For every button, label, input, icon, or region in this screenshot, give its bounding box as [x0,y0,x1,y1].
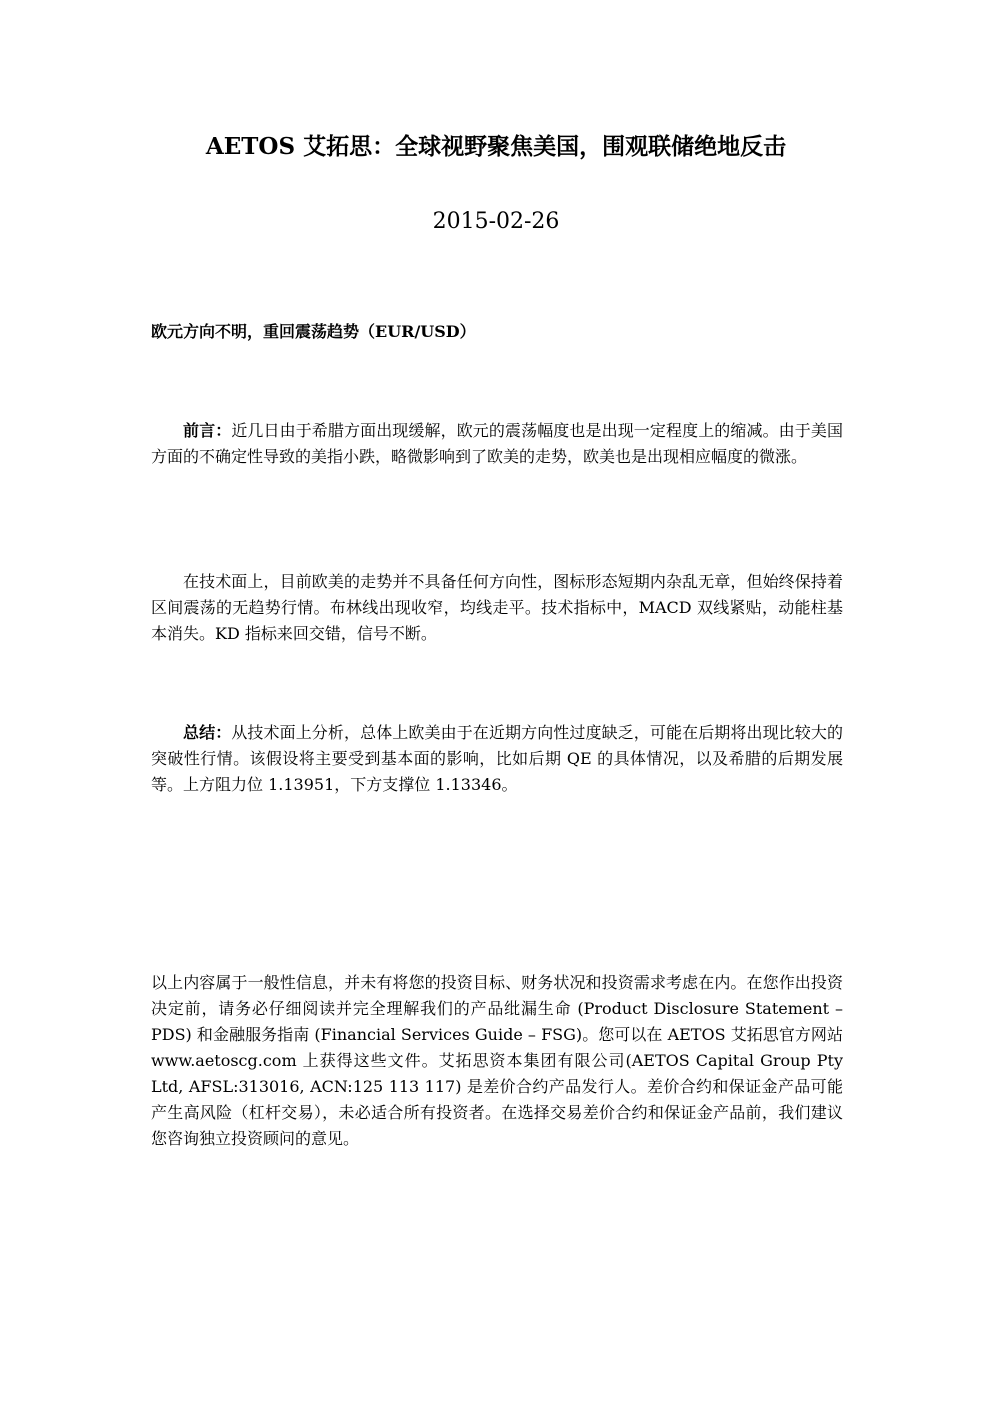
summary-paragraph [151,720,843,798]
technical-text: 在技术面上，目前欧美的走势并不具备任何方向性，图标形态短期内杂乱无章，但始终保持着区间震荡的无趋势行情。布林线出现收窄，均线走平。技术指标中，MACD 双线紧贴，动能柱基本消失。KD 指标来回交错，信号不断。 [151,572,843,643]
summary-text: 从技术面上分析，总体上欧美由于在近期方向性过度缺乏，可能在后期将出现比较大的突破性行情。该假设将主要受到基本面的影响，比如后期 QE 的具体情况，以及希腊的后期发展等。上方阻力位 1.13951，下方支撑位 1.13346。 [151,723,843,794]
technical-paragraph [151,569,843,647]
summary-lead: 总结： [183,723,232,742]
disclaimer-paragraph: 以上内容属于一般性信息，并未有将您的投资目标、财务状况和投资需求考虑在内。在您作出投资决定前，请务必仔细阅读并完全理解我们的产品纰漏生命 (Product Disclosure Statement – PDS) 和金融服务指南 (Financial Services Guide – FSG)。您可以在 AETOS 艾拓思官方网站 www.aetoscg.com 上获得这些文件。艾拓思资本集团有限公司(AETOS Capital Group Pty Ltd, AFSL:313016, ACN:125 113 117) 是差价合约产品发行人。差价合约和保证金产品可能产生高风险（杠杆交易），未必适合所有投资者。在选择交易差价合约和保证金产品前，我们建议您咨询独立投资顾问的意见。 [151,973,843,1148]
document-title: AETOS 艾拓思：全球视野聚焦美国，围观联储绝地反击 [205,133,787,160]
intro-lead: 前言： [183,421,232,440]
section-heading: 欧元方向不明，重回震荡趋势（EUR/USD） [151,322,476,341]
document-date: 2015-02-26 [432,209,560,234]
intro-text: 近几日由于希腊方面出现缓解，欧元的震荡幅度也是出现一定程度上的缩减。由于美国方面的不确定性导致的美指小跌，略微影响到了欧美的走势，欧美也是出现相应幅度的微涨。 [151,421,843,466]
intro-paragraph [151,418,843,470]
